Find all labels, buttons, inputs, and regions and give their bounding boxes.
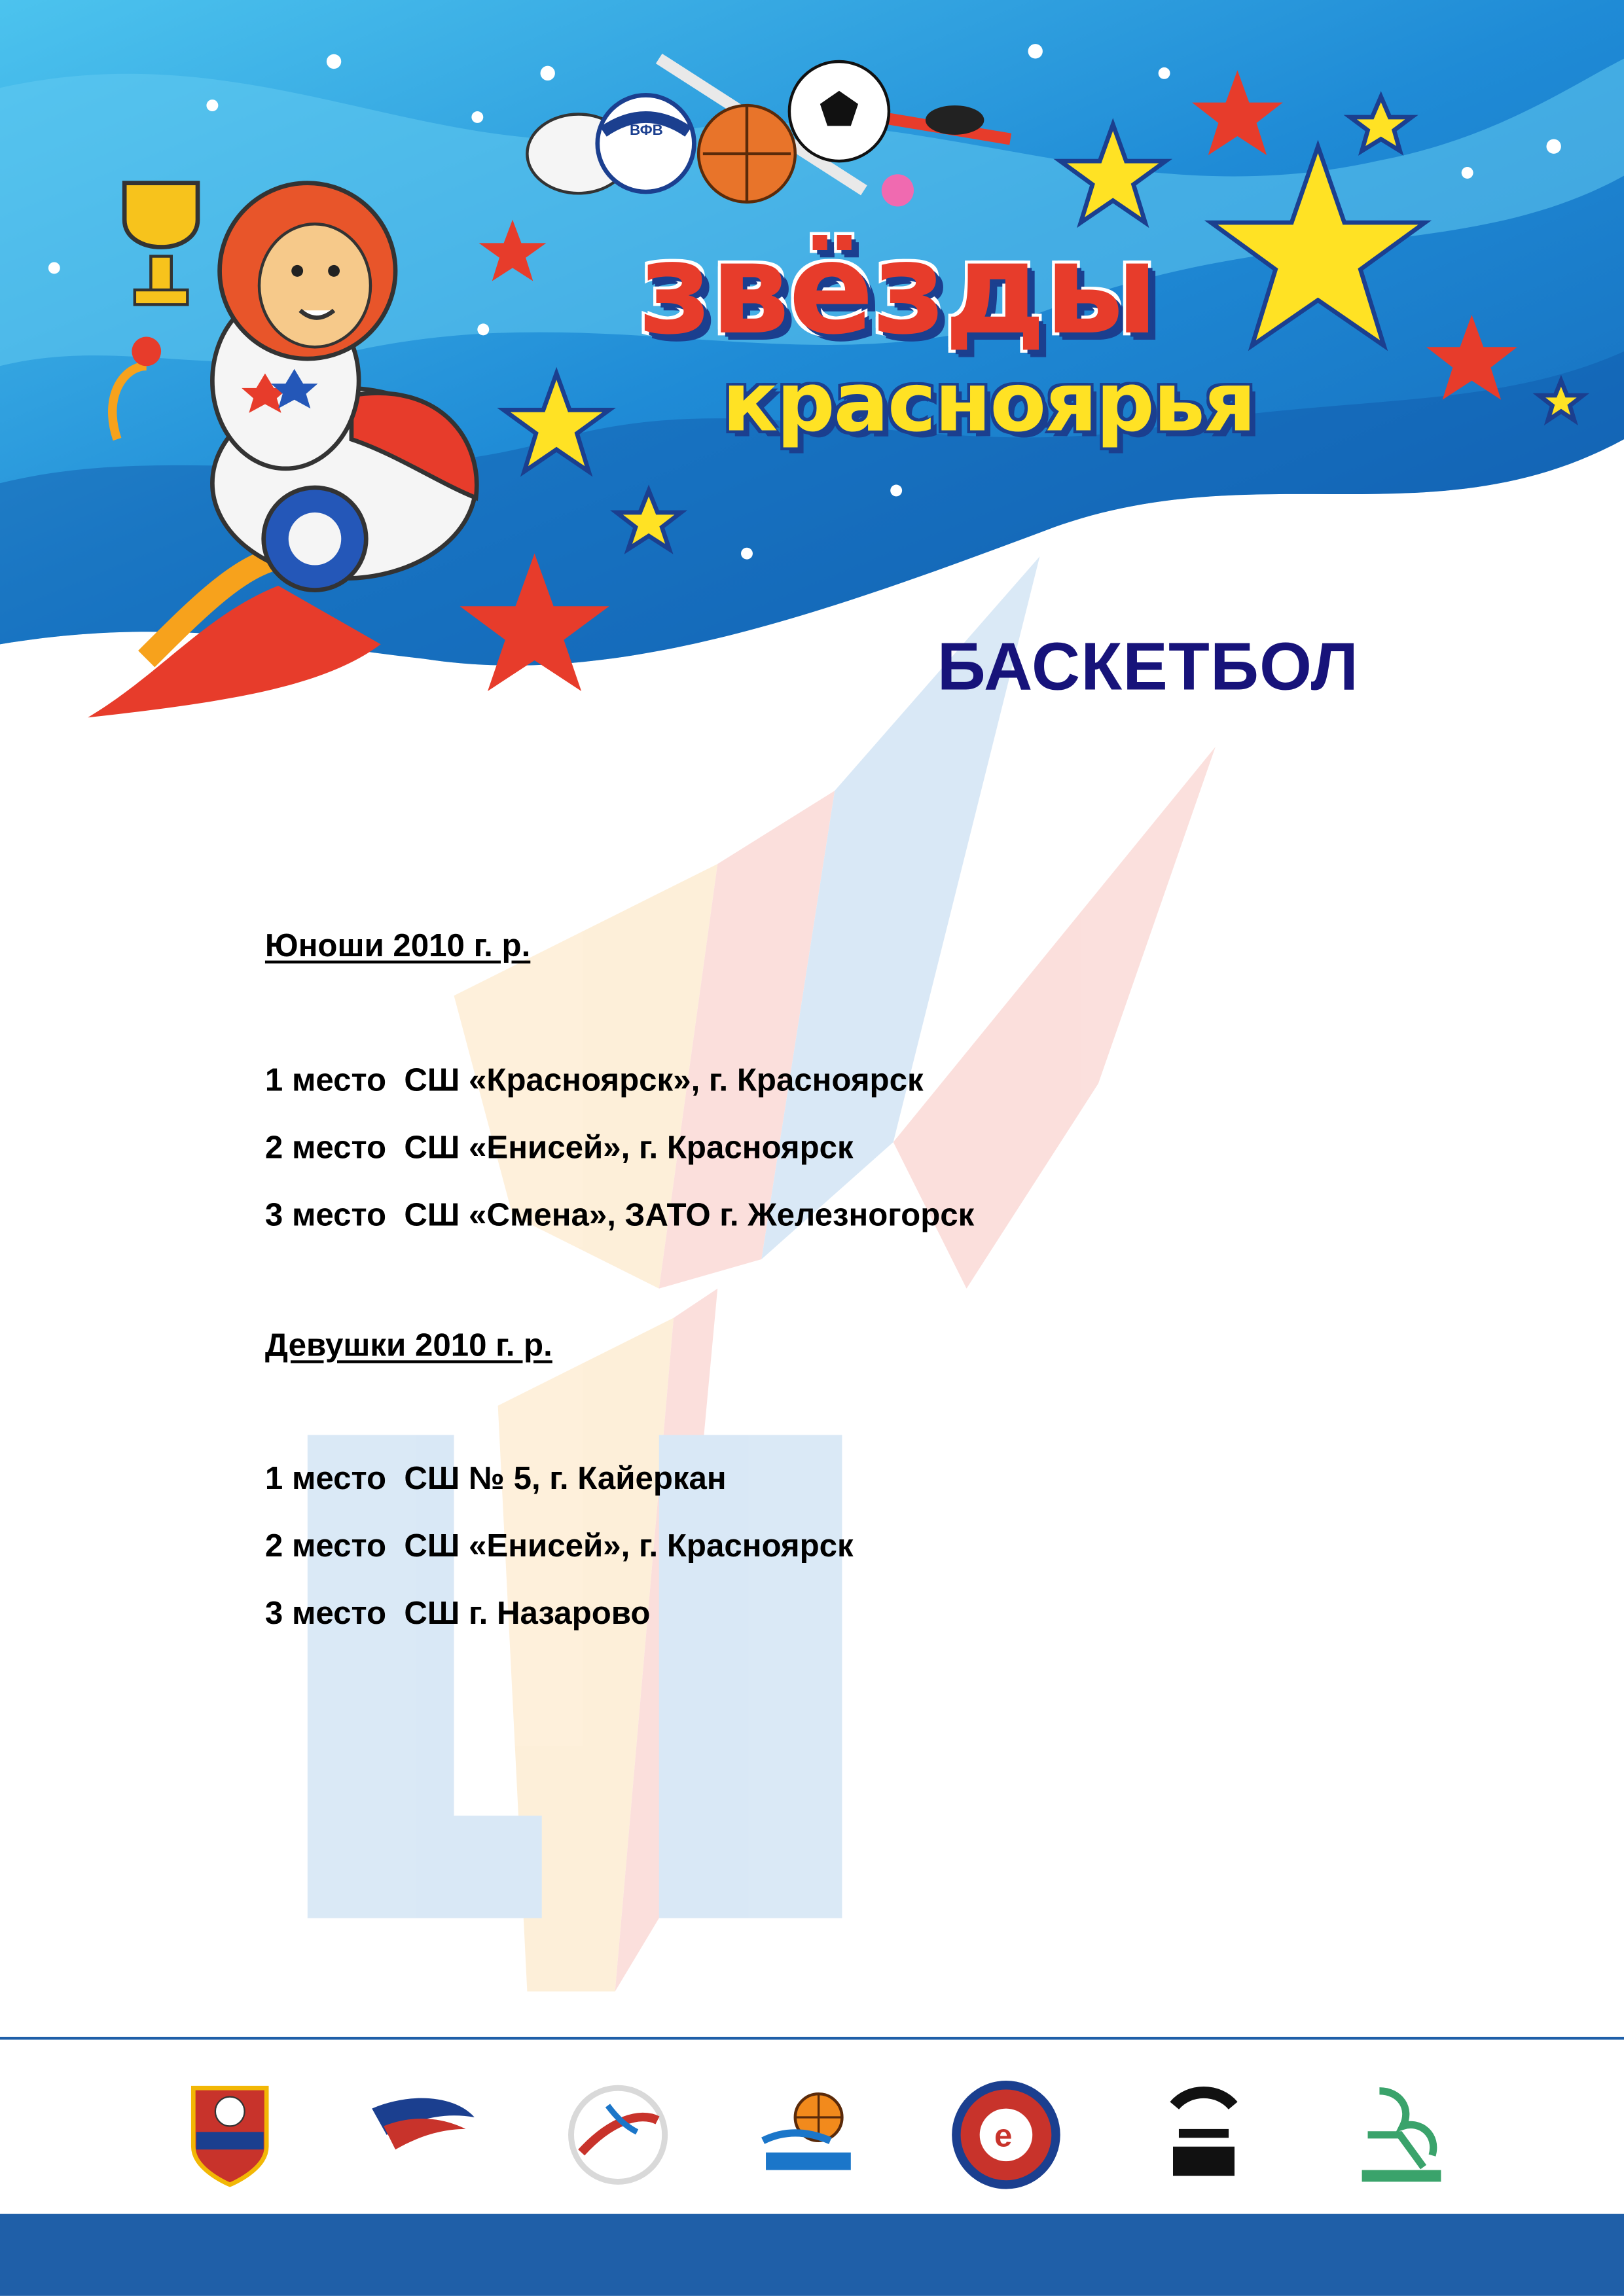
- place-row: 1 место СШ № 5, г. Кайеркан: [264, 1460, 727, 1497]
- footer-divider: [0, 2037, 1624, 2039]
- place-row: 1 место СШ «Красноярск», г. Красноярск: [264, 1061, 924, 1098]
- enisey-football-logo: [164, 2076, 296, 2193]
- place-row: 2 место СШ «Енисей», г. Красноярск: [264, 1527, 854, 1564]
- enisey-stm-logo: [1138, 2076, 1269, 2193]
- place-row: 3 место СШ «Смена», ЗАТО г. Железногорск: [264, 1196, 975, 1233]
- event-logo-title: звёзды: [638, 217, 1157, 363]
- sokol-logo: [354, 2076, 486, 2193]
- svg-text:ВФВ: ВФВ: [629, 121, 663, 138]
- enisey-volleyball-logo: [552, 2076, 683, 2193]
- svg-text:е: е: [994, 2117, 1013, 2154]
- group-heading-boys: Юноши 2010 г. р.: [264, 927, 531, 964]
- place-row: 3 место СШ г. Назарово: [264, 1594, 651, 1632]
- footer-bar: [0, 2214, 1624, 2296]
- krasny-yar-logo: [1335, 2076, 1467, 2193]
- sport-title: БАСКЕТБОЛ: [937, 628, 1359, 705]
- group-heading-girls: Девушки 2010 г. р.: [264, 1326, 552, 1363]
- place-row: 2 место СШ «Енисей», г. Красноярск: [264, 1128, 854, 1166]
- enisey-basketball-logo: [742, 2076, 874, 2193]
- event-logo-subtitle: красноярья: [722, 355, 1255, 452]
- enisey-hockey-logo: [940, 2076, 1072, 2193]
